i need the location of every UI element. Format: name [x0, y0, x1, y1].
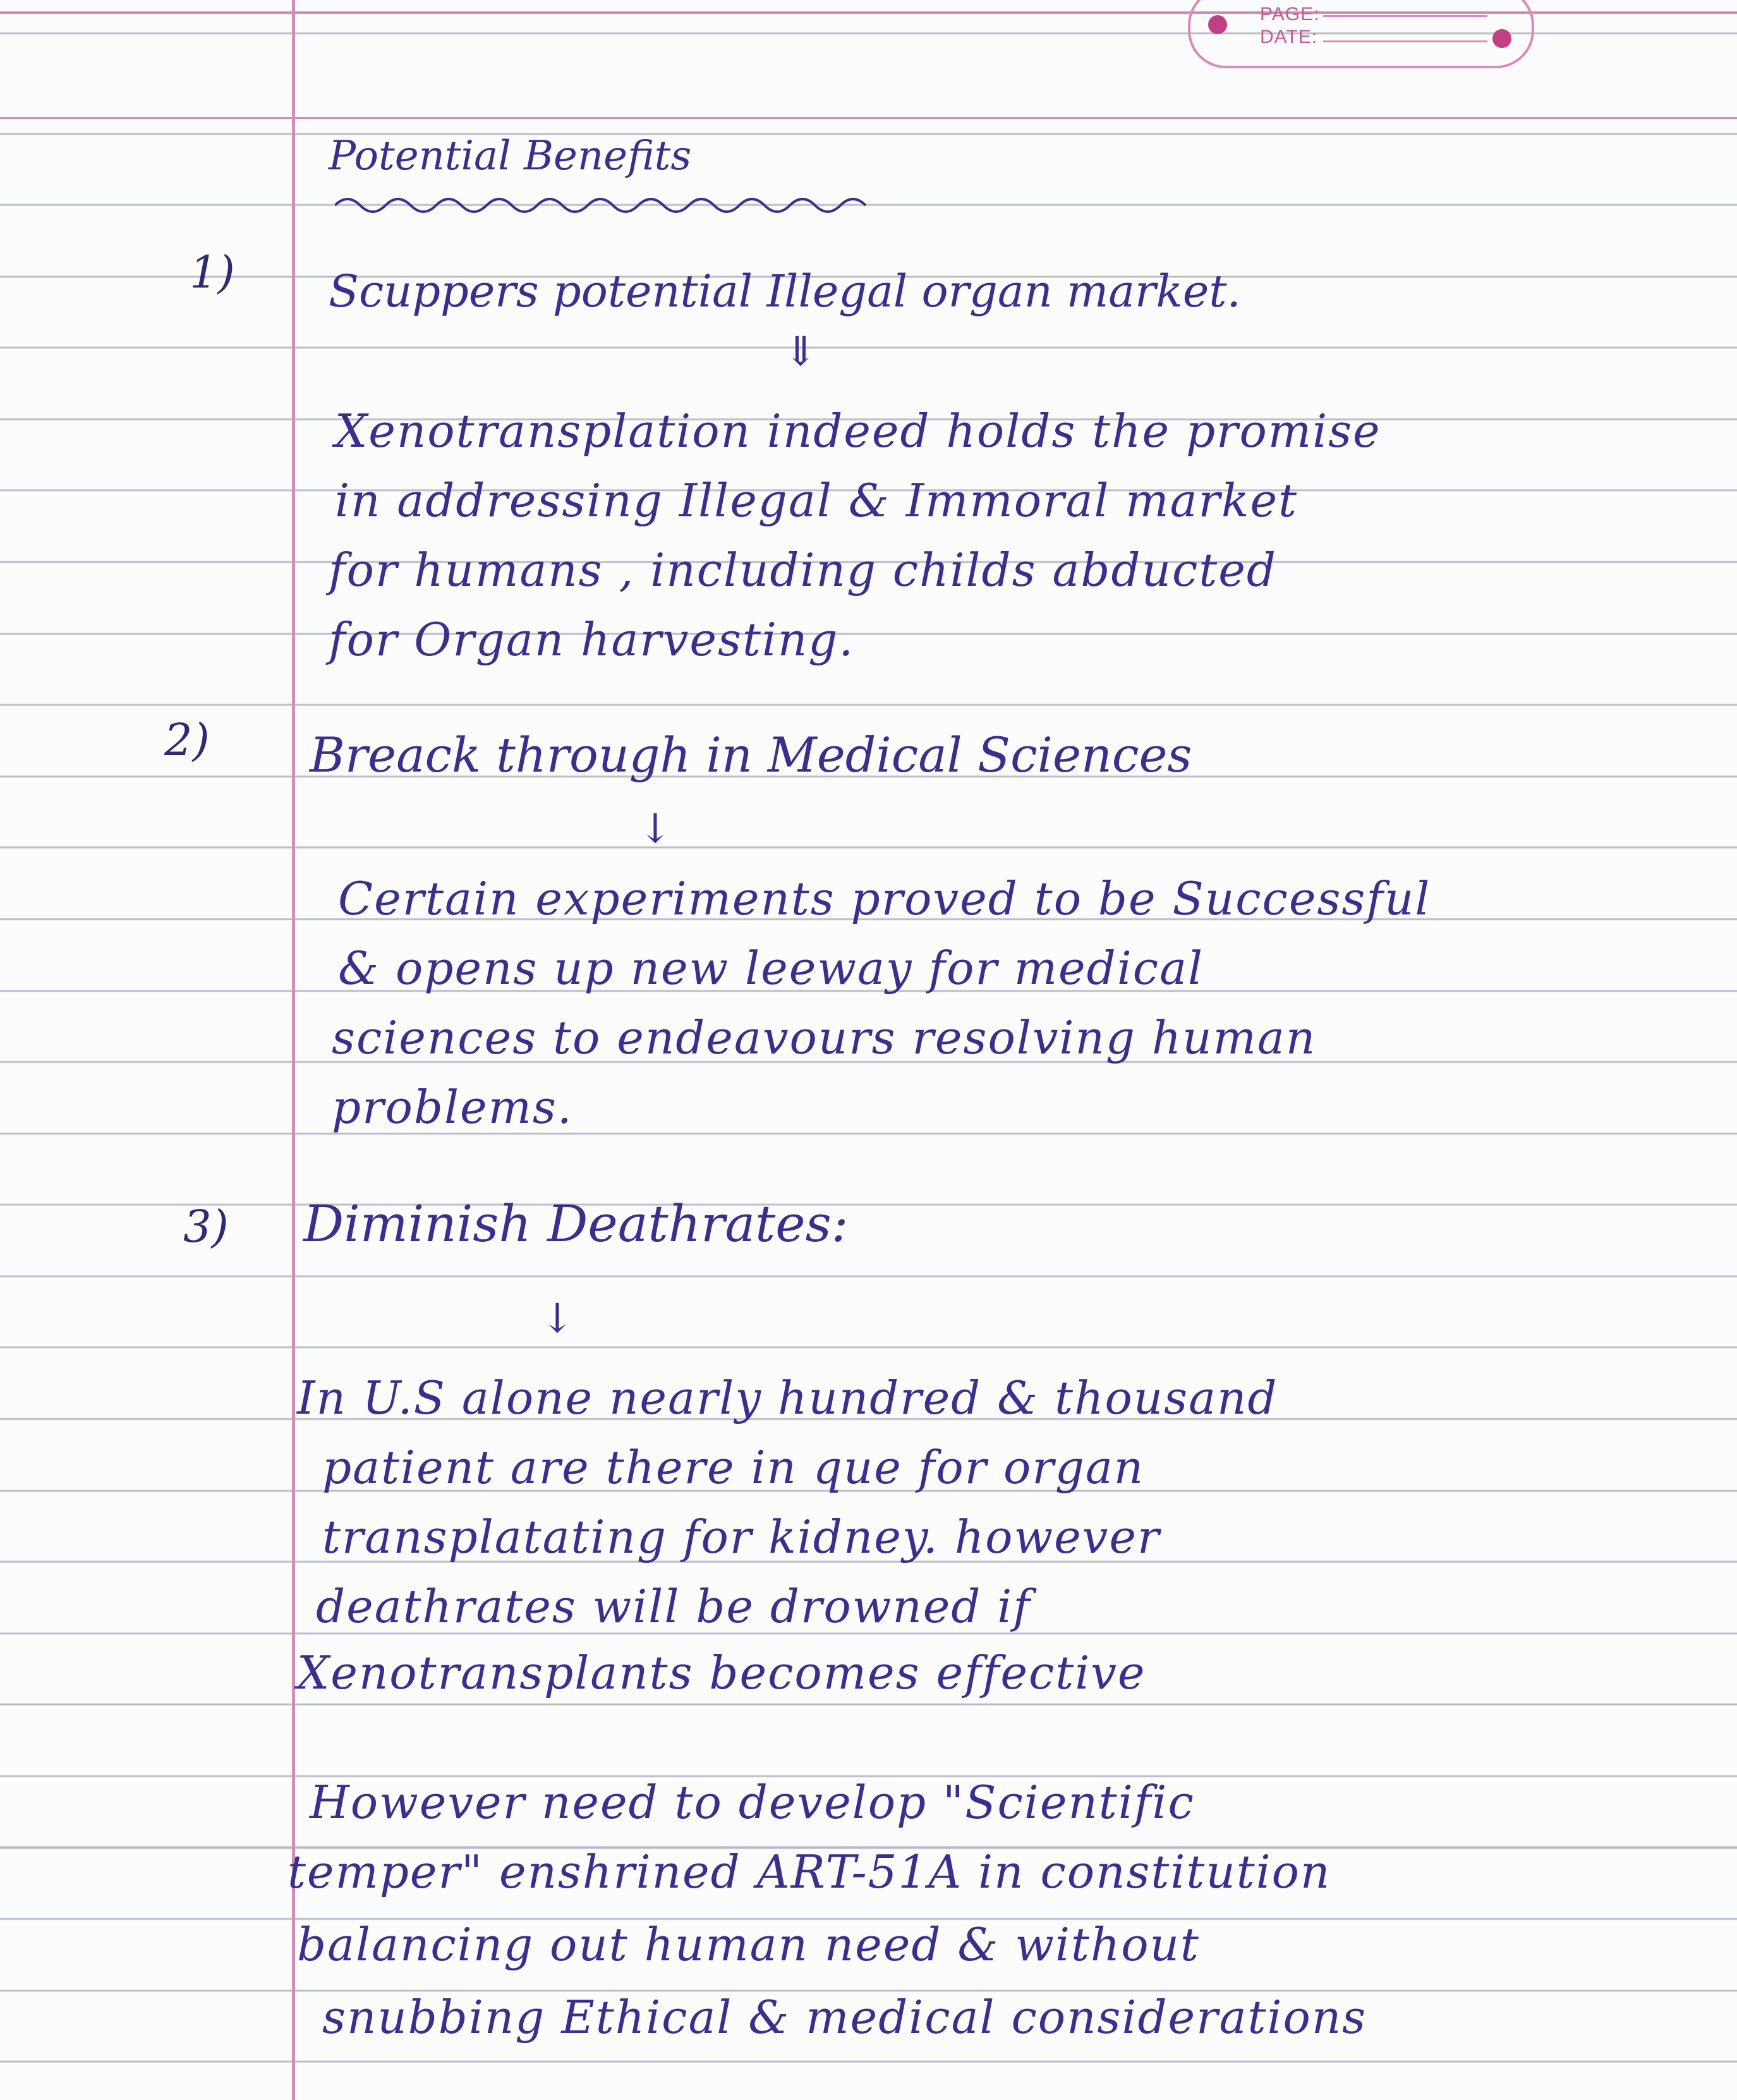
point-2-line-4: problems.: [332, 1081, 573, 1134]
page-date-dot-left: [1208, 15, 1227, 34]
point-2-line-1: Certain experiments proved to be Successful: [338, 872, 1431, 925]
margin-line: [292, 0, 295, 2100]
date-line: [1323, 40, 1487, 42]
point-2-heading: Breack through in Medical Sciences: [310, 727, 1192, 783]
point-2-line-3: sciences to endeavours resolving human: [332, 1011, 1317, 1064]
point-1-heading: Scuppers potential Illegal organ market.: [329, 265, 1241, 317]
conclusion-line-4: snubbing Ethical & medical considerations: [322, 1991, 1367, 2044]
page-label: PAGE:: [1260, 4, 1320, 25]
point-3-arrow: ↓: [540, 1296, 574, 1342]
point-3-line-5: Xenotransplants becomes effective: [297, 1646, 1146, 1699]
point-1-line-4: for Organ harvesting.: [329, 613, 855, 666]
title-underline-wave: [335, 190, 878, 221]
point-3-line-2: patient are there in que for organ: [322, 1441, 1145, 1494]
point-3-number: 3): [183, 1201, 229, 1253]
point-1-arrow: ⇓: [784, 329, 818, 375]
point-1-line-3: for humans , including childs abducted: [329, 543, 1277, 597]
point-1-line-2: in addressing Illegal & Immoral market: [335, 474, 1298, 527]
point-1-line-1: Xenotransplation indeed holds the promise: [335, 404, 1381, 458]
point-2-number: 2): [164, 714, 210, 766]
date-label: DATE:: [1260, 27, 1318, 47]
point-2-line-2: & opens up new leeway for medical: [338, 942, 1204, 995]
page-title: Potential Benefits: [329, 133, 692, 179]
page-line: [1323, 15, 1487, 17]
conclusion-line-1: However need to develop "Scientific: [310, 1776, 1195, 1829]
point-2-arrow: ↓: [638, 806, 672, 853]
page-date-box: [1188, 0, 1534, 68]
point-3-heading: Diminish Deathrates:: [303, 1194, 849, 1253]
conclusion-line-2: temper" enshrined ART-51A in constitution: [287, 1845, 1331, 1898]
page-date-dot-right: [1492, 29, 1511, 48]
header-rule: [0, 117, 1737, 119]
conclusion-line-3: balancing out human need & without: [297, 1918, 1200, 1971]
point-3-line-1: In U.S alone nearly hundred & thousand: [297, 1371, 1278, 1424]
point-3-line-3: transplatating for kidney. however: [322, 1510, 1161, 1563]
point-1-number: 1): [190, 246, 235, 298]
point-3-line-4: deathrates will be drowned if: [316, 1580, 1031, 1633]
